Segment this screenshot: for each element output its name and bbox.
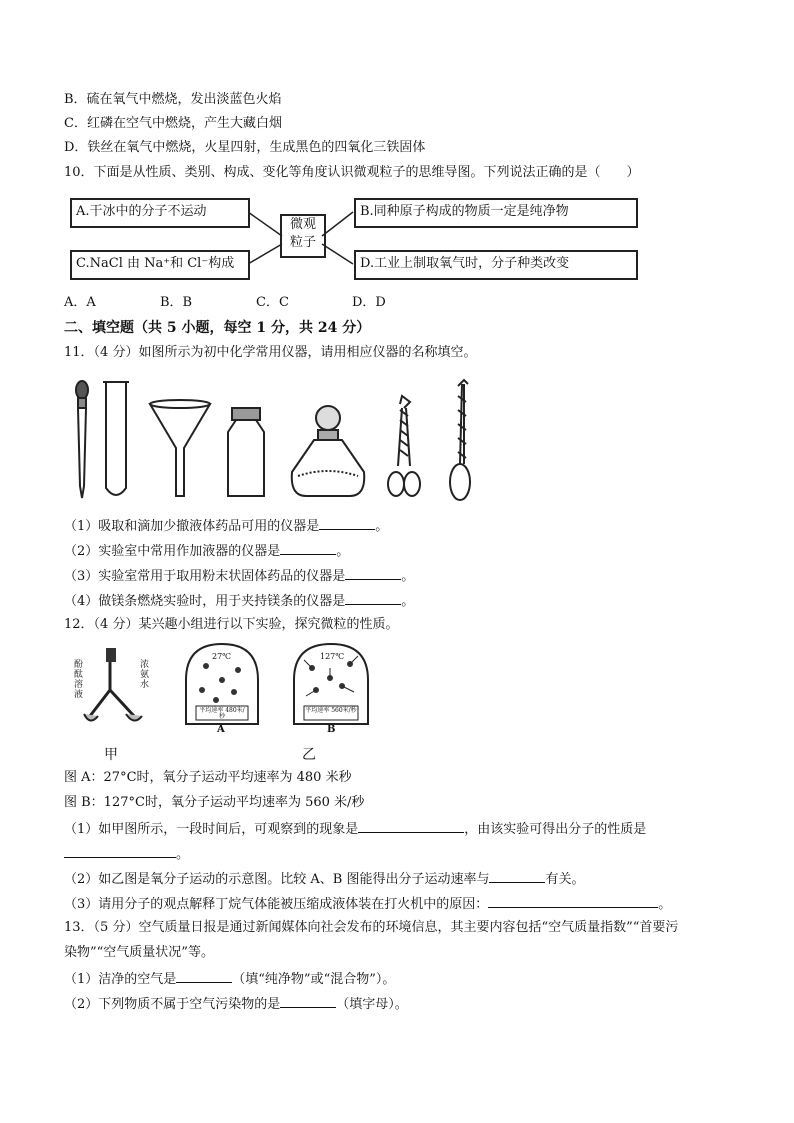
mind-map-box-b: B.同种原子构成的物质一定是纯净物 <box>354 198 638 228</box>
q10-choice-d[interactable]: D．D <box>352 295 386 310</box>
q12-answer-3[interactable] <box>488 893 658 908</box>
mind-map-box-d: D.工业上制取氧气时，分子种类改变 <box>354 250 638 280</box>
test-tube-icon <box>103 382 129 495</box>
q11-answer-2[interactable] <box>280 540 336 555</box>
figure-a-temp: 27℃ <box>212 652 232 661</box>
reagent-bottle-icon <box>228 408 264 496</box>
q12-stem: 12．（4 分）某兴趣小组进行以下实验，探究微粒的性质。 <box>64 617 399 632</box>
figure-b-rate: 平均速率 560米/秒 <box>305 707 357 714</box>
q11-stem: 11．（4 分）如图所示为初中化学常用仪器，请用相应仪器的名称填空。 <box>64 345 477 360</box>
q11-item-3 <box>64 565 414 587</box>
q12-part-1-text: （1）如甲图所示，一段时间后，可观察到的现象是 <box>64 822 359 837</box>
q12-part-2-text: （2）如乙图是氧分子运动的示意图。比较 A、B 图能得出分子运动速率与 <box>64 872 490 887</box>
q12-answer-1a[interactable] <box>358 818 464 833</box>
q11-answer-4[interactable] <box>345 590 401 605</box>
mind-map <box>70 192 640 284</box>
mind-map-center-line2: 粒子 <box>289 235 316 250</box>
mind-map-center-line1: 微观 <box>289 217 316 232</box>
q11-item-2-text: （2）实验室中常用作加液器的仪器是 <box>64 544 281 559</box>
q11-answer-3[interactable] <box>345 565 401 580</box>
q13-part-1-text: （1）洁净的空气是 <box>64 972 177 987</box>
q13-answer-2[interactable] <box>280 993 336 1008</box>
q11-apparatus-figure <box>66 376 486 502</box>
q13-answer-1[interactable] <box>176 968 232 983</box>
q12-fig-b-desc: 图 B：127°C时，氧分子运动平均速率为 560 米/秒 <box>64 795 365 810</box>
mind-map-box-c: C.NaCl 由 Na⁺和 Cl⁻构成 <box>70 250 250 280</box>
q11-item-4-text: （4）做镁条燃烧实验时，用于夹持镁条的仪器是 <box>64 594 346 609</box>
q12-part-3 <box>64 893 671 915</box>
dropper-icon <box>76 381 88 498</box>
q13-part-1-end: （填“纯净物”或“混合物”）。 <box>232 972 396 987</box>
q10-choices <box>64 293 448 313</box>
figure-jia-left-label: 酚酞溶液 <box>74 660 84 700</box>
q9-option-d: D．铁丝在氧气中燃烧，火星四射，生成黑色的四氧化三铁固体 <box>64 140 426 155</box>
figure-b-label: B <box>327 724 336 735</box>
q10-choice-c[interactable]: C．C <box>256 295 289 310</box>
figure-jia-right-label: 浓氨水 <box>140 660 150 690</box>
q11-item-2 <box>64 540 349 562</box>
q12-answer-2[interactable] <box>489 868 545 883</box>
q11-item-1-text: （1）吸取和滴加少撤液体药品可用的仪器是 <box>64 519 320 534</box>
figure-jia-caption: 甲 <box>104 747 118 763</box>
alcohol-lamp-icon <box>292 406 364 496</box>
q12-part-3-text: （3）请用分子的观点解释丁烷气体能被压缩成液体装在打火机中的原因： <box>64 897 489 912</box>
mind-map-center <box>280 214 326 258</box>
q13-stem-line-1: 13．（5 分）空气质量日报是通过新闻媒体向社会发布的环境信息，其主要内容包括“空气质量指数”“首要污 <box>64 920 679 935</box>
q13-part-2-end: （填字母）。 <box>336 997 408 1012</box>
q11-item-3-end: 。 <box>401 569 415 584</box>
q12-answer-1b[interactable] <box>64 843 176 858</box>
q10-stem: 10．下面是从性质、类别、构成、变化等角度认识微观粒子的思维导图。下列说法正确的是（ ） <box>64 165 640 180</box>
q11-item-3-text: （3）实验室常用于取用粉末状固体药品的仪器是 <box>64 569 346 584</box>
figure-a <box>182 640 262 736</box>
q9-option-c: C．红磷在空气中燃烧，产生大藏白烟 <box>64 116 282 131</box>
q11-item-1 <box>64 515 388 537</box>
combustion-spoon-icon <box>450 380 470 500</box>
section-2-title: 二、填空题（共 5 小题，每空 1 分，共 24 分） <box>64 320 371 336</box>
q10-choice-b[interactable]: B．B <box>160 295 193 310</box>
mind-map-box-a: A.干冰中的分子不运动 <box>70 198 250 228</box>
q13-stem-line-2: 染物”“空气质量状况”等。 <box>64 945 214 960</box>
q11-answer-1[interactable] <box>319 515 375 530</box>
q12-fig-a-desc: 图 A：27°C时，氧分子运动平均速率为 480 米秒 <box>64 770 352 785</box>
q13-part-1 <box>64 968 395 990</box>
q12-part-1-end: 。 <box>176 847 190 862</box>
figure-a-rate: 平均速率 480米/秒 <box>199 707 245 720</box>
figure-a-label: A <box>217 724 225 735</box>
figure-b <box>290 640 372 736</box>
figure-b-temp: 127℃ <box>320 652 345 661</box>
q12-part-1-cont <box>64 843 189 865</box>
figure-jia <box>74 642 164 734</box>
q9-option-b: B．硫在氧气中燃烧，发出淡蓝色火焰 <box>64 92 282 107</box>
crucible-tongs-icon <box>388 396 420 496</box>
q12-part-1-mid: ，由该实验可得出分子的性质是 <box>464 822 647 837</box>
q12-part-2 <box>64 868 585 890</box>
q11-item-2-end: 。 <box>336 544 350 559</box>
q11-item-4 <box>64 590 414 612</box>
q11-item-4-end: 。 <box>401 594 415 609</box>
funnel-icon <box>150 400 210 496</box>
q10-choice-a[interactable]: A．A <box>64 295 96 310</box>
q11-item-1-end: 。 <box>375 519 389 534</box>
q12-part-3-end: 。 <box>658 897 672 912</box>
q13-part-2-text: （2）下列物质不属于空气污染物的是 <box>64 997 281 1012</box>
q12-part-1 <box>64 818 646 840</box>
q12-part-2-end: 有关。 <box>545 872 585 887</box>
figure-yi-caption: 乙 <box>302 747 316 763</box>
q13-part-2 <box>64 993 408 1015</box>
